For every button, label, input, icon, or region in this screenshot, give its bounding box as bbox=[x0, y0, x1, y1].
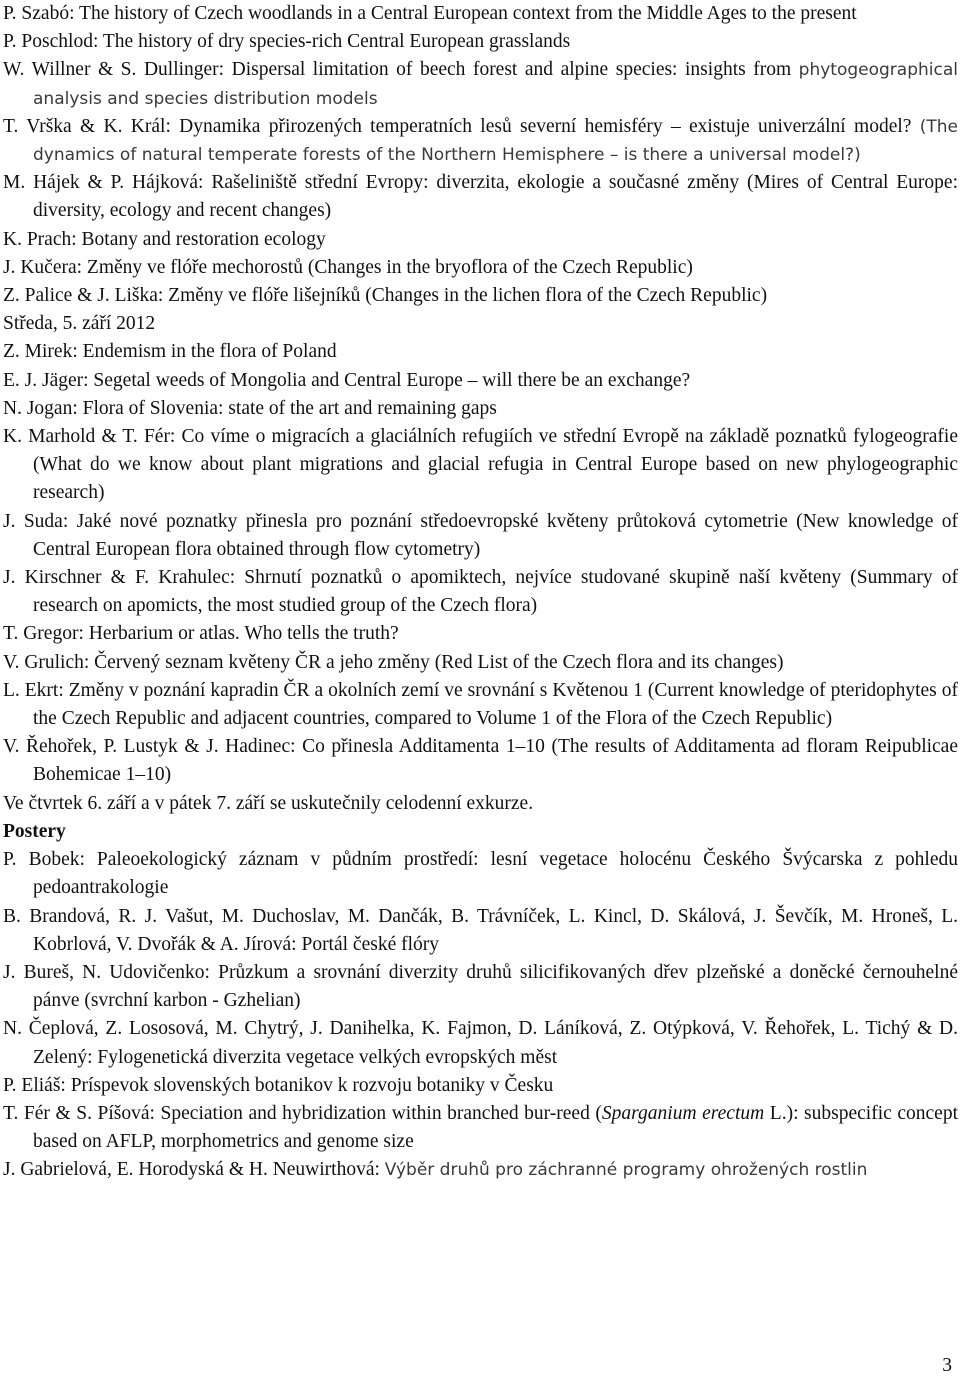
lecture-entry bbox=[0, 226, 960, 254]
lecture-entry bbox=[0, 564, 960, 620]
poster-entry bbox=[0, 959, 960, 1015]
entry-text: B. Brandová, R. J. Vašut, M. Duchoslav, M. Dančák, B. Trávníček, L. Kincl, D. Skálová, J. Ševčík, M. Hroneš, L. Kobrlová, V. Dvořák & A. Jírová: Portál české flóry bbox=[3, 905, 958, 955]
lecture-entry bbox=[0, 254, 960, 282]
lecture-entry bbox=[0, 733, 960, 789]
entry-text: V. Grulich: Červený seznam květeny ČR a jeho změny (Red List of the Czech flora and its changes) bbox=[3, 651, 784, 673]
poster-entry bbox=[0, 846, 960, 902]
poster-entry bbox=[0, 1072, 960, 1100]
lecture-entry bbox=[0, 620, 960, 648]
poster-entry bbox=[0, 1100, 960, 1156]
entry-text: N. Čeplová, Z. Lososová, M. Chytrý, J. Danihelka, K. Fajmon, D. Láníková, Z. Otýpková, V. Řehořek, L. Tichý & D. Zelený: Fylogenetická diverzita vegetace velkých evropských měst bbox=[3, 1018, 958, 1068]
entry-text: T. Gregor: Herbarium or atlas. Who tells the truth? bbox=[3, 623, 399, 645]
entry-text-tail: L.): subspecific concept based on AFLP, morphometrics and genome size bbox=[33, 1102, 958, 1153]
lecture-entry bbox=[0, 508, 960, 564]
entry-text-sans: Výběr druhů pro záchranné programy ohrožených rostlin bbox=[384, 1160, 868, 1181]
lecture-entry bbox=[0, 113, 960, 169]
page-number: 3 bbox=[942, 1355, 952, 1376]
entry-text: T. Fér & S. Píšová: Speciation and hybridization within branched bur-reed ( bbox=[3, 1102, 602, 1124]
entry-text: W. Willner & S. Dullinger: Dispersal limitation of beech forest and alpine species: insights from bbox=[3, 59, 799, 81]
poster-list bbox=[0, 846, 960, 1184]
entry-text: Z. Mirek: Endemism in the flora of Poland bbox=[3, 341, 337, 363]
entry-text: K. Marhold & T. Fér: Co víme o migracích a glaciálních refugiích ve střední Evropě na základě poznatků fylogeografie (What do we know about plant migrations and glacial refugia in Central Europe based on new phylogeographic research) bbox=[3, 426, 958, 504]
poster-entry bbox=[0, 903, 960, 959]
lecture-entry bbox=[0, 282, 960, 310]
entry-text: J. Bureš, N. Udovičenko: Průzkum a srovnání diverzity druhů silicifikovaných dřev plzeňské a doněcké černouhelné pánve (svrchní karbon - Gzhelian) bbox=[3, 961, 958, 1012]
entry-text: K. Prach: Botany and restoration ecology bbox=[3, 228, 326, 250]
entry-text: V. Řehořek, P. Lustyk & J. Hadinec: Co přinesla Additamenta 1–10 (The results of Additamenta ad floram Reipublicae Bohemicae 1–10) bbox=[3, 736, 958, 786]
excursion-note: Ve čtvrtek 6. září a v pátek 7. září se uskutečnily celodenní exkurze. bbox=[3, 792, 534, 814]
entry-text: L. Ekrt: Změny v poznání kapradin ČR a okolních zemí ve srovnání s Květenou 1 (Current knowledge of pteridophytes of the Czech Republic and adjacent countries, compared to Volume 1 of the Flora of the Czech Republic) bbox=[3, 679, 958, 730]
lecture-entry bbox=[0, 367, 960, 395]
entry-text-sans: phytogeographical analysis and species distribution models bbox=[33, 60, 958, 109]
entry-text: J. Kučera: Změny ve flóře mechorostů (Changes in the bryoflora of the Czech Republic) bbox=[3, 256, 693, 278]
lecture-list-day2 bbox=[0, 338, 960, 789]
entry-text: N. Jogan: Flora of Slovenia: state of the art and remaining gaps bbox=[3, 397, 497, 419]
entry-text: T. Vrška & K. Král: Dynamika přirozených temperatních lesů severní hemisféry – existuje univerzální model? bbox=[3, 115, 920, 137]
entry-text: P. Szabó: The history of Czech woodlands in a Central European context from the Middle Ages to the present bbox=[3, 3, 857, 24]
lecture-entry bbox=[0, 677, 960, 733]
entry-text: P. Eliáš: Príspevok slovenských botanikov k rozvoju botaniky v Česku bbox=[3, 1074, 554, 1096]
poster-entry bbox=[0, 1015, 960, 1071]
day-label: Středa, 5. září 2012 bbox=[3, 313, 156, 335]
lecture-entry bbox=[0, 423, 960, 508]
entry-text: J. Kirschner & F. Krahulec: Shrnutí poznatků o apomiktech, nejvíce studované skupině naší květeny (Summary of research on apomicts, the most studied group of the Czech flora) bbox=[3, 567, 958, 617]
lecture-entry bbox=[0, 338, 960, 366]
poster-entry bbox=[0, 1156, 960, 1184]
lecture-entry bbox=[0, 56, 960, 112]
lecture-entry bbox=[0, 28, 960, 56]
lecture-list-day1 bbox=[0, 0, 960, 310]
entry-text: Z. Palice & J. Liška: Změny ve flóře lišejníků (Changes in the lichen flora of the Czech Republic) bbox=[3, 285, 768, 307]
entry-text: J. Suda: Jaké nové poznatky přinesla pro poznání středoevropské květeny průtoková cytometrie (New knowledge of Central European flora obtained through flow cytometry) bbox=[3, 510, 958, 560]
entry-text: E. J. Jäger: Segetal weeds of Mongolia and Central Europe – will there be an exchange? bbox=[3, 369, 691, 391]
entry-text-sans: (The dynamics of natural temperate forests of the Northern Hemisphere – is there a universal model?) bbox=[33, 116, 958, 166]
species-name: Sparganium erectum bbox=[601, 1102, 765, 1124]
posters-heading: Postery bbox=[3, 820, 66, 842]
entry-text: M. Hájek & P. Hájková: Rašeliniště střední Evropy: diverzita, ekologie a současné změny (Mires of Central Europe: diversity, ecology and recent changes) bbox=[3, 172, 958, 222]
entry-text: J. Gabrielová, E. Horodyská & H. Neuwirthová: bbox=[3, 1159, 385, 1181]
lecture-entry bbox=[0, 0, 960, 28]
entry-text: P. Bobek: Paleoekologický záznam v půdním prostředí: lesní vegetace holocénu Českého Švýcarska z pohledu pedoantrakologie bbox=[3, 849, 958, 899]
entry-text: P. Poschlod: The history of dry species-rich Central European grasslands bbox=[3, 31, 571, 53]
lecture-entry bbox=[0, 395, 960, 423]
lecture-entry bbox=[0, 169, 960, 225]
lecture-entry bbox=[0, 649, 960, 677]
